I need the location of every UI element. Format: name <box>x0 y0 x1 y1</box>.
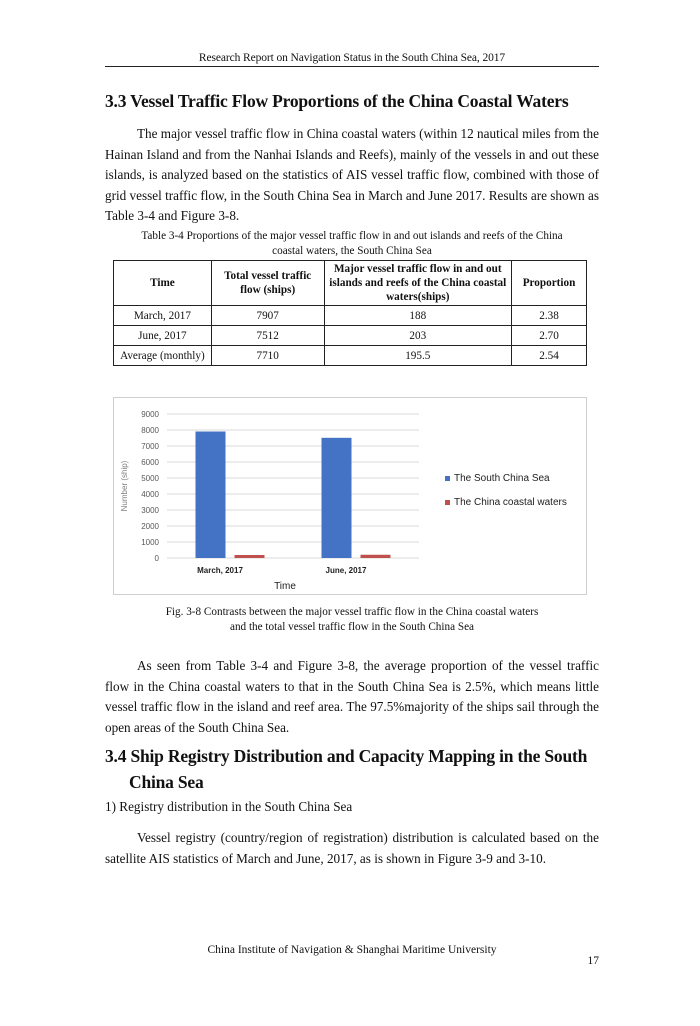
y-tick-label: 6000 <box>141 458 159 467</box>
table-cell: 7710 <box>211 346 324 366</box>
y-tick-label: 1000 <box>141 538 159 547</box>
y-axis-title: Number (ship) <box>120 460 129 512</box>
footer-text: China Institute of Navigation & Shanghai Maritime University <box>207 944 497 956</box>
table-header-cell: Major vessel traffic flow in and out islands and reefs of the China coastal waters(ships) <box>324 261 512 306</box>
x-tick-label: June, 2017 <box>325 566 367 575</box>
section-heading-3-4 <box>105 743 587 795</box>
table-cell: 188 <box>324 306 512 326</box>
table-cell: June, 2017 <box>114 326 212 346</box>
table-cell: 2.54 <box>512 346 587 366</box>
figure-caption-line2: and the total vessel traffic flow in the South China Sea <box>230 621 474 633</box>
y-tick-label: 7000 <box>141 442 159 451</box>
table-caption-line1: Table 3-4 Proportions of the major vessel traffic flow in and out islands and reefs of the China <box>141 230 563 242</box>
intro-paragraph-text: The major vessel traffic flow in China coastal waters (within 12 nautical miles from the Hainan Island and from the Nanhai Islands and Reefs), mainly of the vessels in and out these islands, is analyzed based on the statistics of AIS vessel traffic flow, combined with those of grid vessel traffic flow, in the South China Sea in March and June 2017. Results are shown as Table 3-4 and Figure 3-8. <box>105 126 599 223</box>
analysis-paragraph-text: As seen from Table 3-4 and Figure 3-8, the average proportion of the vessel traffic flow in the China coastal waters to that in the South China Sea is 2.5%, which means little vessel traffic flow in the island and reef area. The 97.5%majority of the ships sail through the open areas of the South China Sea. <box>105 658 599 735</box>
table-row <box>114 346 587 366</box>
figure-caption-line1: Fig. 3-8 Contrasts between the major vessel traffic flow in the China coastal waters <box>165 606 539 618</box>
y-tick-label: 5000 <box>141 474 159 483</box>
table-row <box>114 306 587 326</box>
table-cell: 2.70 <box>512 326 587 346</box>
table-cell: 7907 <box>211 306 324 326</box>
y-tick-label: 2000 <box>141 522 159 531</box>
bar-chart <box>114 398 586 594</box>
running-header: Research Report on Navigation Status in the South China Sea, 2017 <box>198 52 506 64</box>
table-caption-line2: coastal waters, the South China Sea <box>272 245 432 257</box>
table-header-row <box>114 261 587 306</box>
section-heading-3-4-line1: 3.4 Ship Registry Distribution and Capacity Mapping in the South <box>105 746 588 766</box>
table-cell: 203 <box>324 326 512 346</box>
table-cell: Average (monthly) <box>114 346 212 366</box>
legend-swatch <box>445 500 450 505</box>
y-tick-label: 3000 <box>141 506 159 515</box>
table-cell: 195.5 <box>324 346 512 366</box>
table-row <box>114 326 587 346</box>
legend-label: The South China Sea <box>454 473 550 484</box>
analysis-paragraph <box>105 656 599 738</box>
x-axis-title: Time <box>274 581 296 592</box>
chart-frame <box>113 397 587 595</box>
page-number: 17 <box>587 955 599 967</box>
table-header-cell: Total vessel traffic flow (ships) <box>211 261 324 306</box>
y-tick-label: 9000 <box>141 410 159 419</box>
table-header-cell: Proportion <box>512 261 587 306</box>
bar <box>361 555 391 558</box>
figure-caption <box>105 605 599 635</box>
bar <box>322 438 352 558</box>
intro-paragraph <box>105 124 599 227</box>
legend-label: The China coastal waters <box>454 497 567 508</box>
y-tick-label: 4000 <box>141 490 159 499</box>
legend-swatch <box>445 476 450 481</box>
table-cell: March, 2017 <box>114 306 212 326</box>
bar <box>235 555 265 558</box>
y-tick-label: 8000 <box>141 426 159 435</box>
registry-paragraph <box>105 828 599 869</box>
table-header-cell: Time <box>114 261 212 306</box>
header-rule <box>105 66 599 67</box>
proportion-table <box>113 260 587 366</box>
section-heading-3-4-line2: China Sea <box>129 772 204 792</box>
x-tick-label: March, 2017 <box>197 566 243 575</box>
table-cell: 7512 <box>211 326 324 346</box>
registry-paragraph-text: Vessel registry (country/region of registration) distribution is calculated based on the satellite AIS statistics of March and June, 2017, as is shown in Figure 3-9 and 3-10. <box>105 830 599 866</box>
section-heading-3-3: 3.3 Vessel Traffic Flow Proportions of the China Coastal Waters <box>105 91 569 111</box>
bar <box>196 431 226 558</box>
table-caption <box>105 229 599 259</box>
table-cell: 2.38 <box>512 306 587 326</box>
y-tick-label: 0 <box>154 554 159 563</box>
subheading: 1) Registry distribution in the South China Sea <box>105 799 353 814</box>
